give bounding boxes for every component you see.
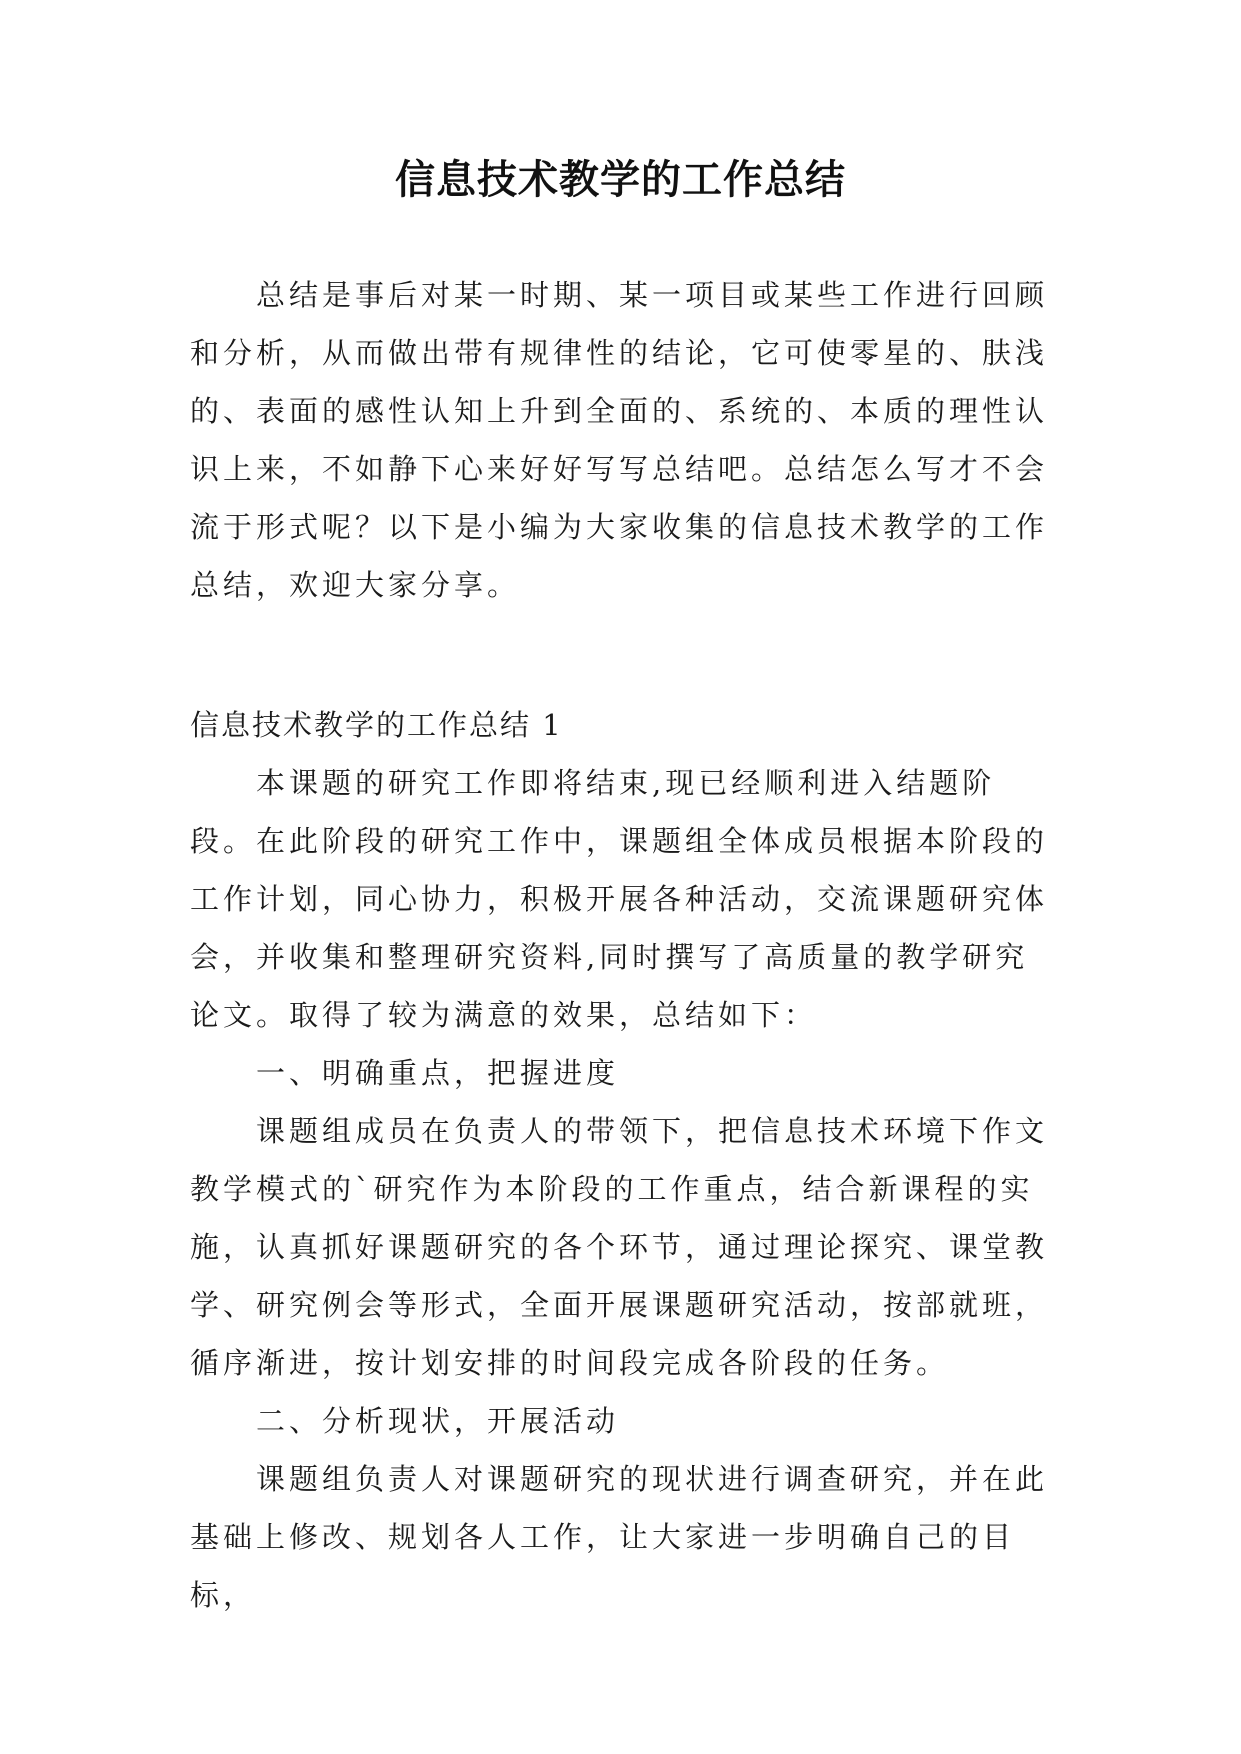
intro-paragraph: 总结是事后对某一时期、某一项目或某些工作进行回顾和分析，从而做出带有规律性的结论，它可使零星的、肤浅的、表面的感性认知上升到全面的、系统的、本质的理性认识上来，不如静下心来好好写写总结吧。总结怎么写才不会流于形式呢？以下是小编为大家收集的信息技术教学的工作总结，欢迎大家分享。	[190, 278, 1049, 602]
section-1-title: 信息技术教学的工作总结 1	[190, 708, 563, 742]
heading-point-2: 二、分析现状，开展活动	[256, 1404, 620, 1438]
body-paragraph: 本课题的研究工作即将结束,现已经顺利进入结题阶段。在此阶段的研究工作中，课题组全体成员根据本阶段的工作计划，同心协力，积极开展各种活动，交流课题研究体会，并收集和整理研究资料,同时撰写了高质量的教学研究论文。取得了较为满意的效果，总结如下：	[190, 766, 1049, 1032]
section-1-body	[190, 754, 1060, 1624]
heading-point-1: 一、明确重点，把握进度	[256, 1056, 620, 1090]
body-paragraph: 课题组成员在负责人的带领下，把信息技术环境下作文教学模式的`研究作为本阶段的工作重点，结合新课程的实施，认真抓好课题研究的各个环节，通过理论探究、课堂教学、研究例会等形式，全面开展课题研究活动，按部就班，循序渐进，按计划安排的时间段完成各阶段的任务。	[190, 1114, 1049, 1380]
document-title: 信息技术教学的工作总结	[395, 156, 846, 203]
body-paragraph: 课题组负责人对课题研究的现状进行调查研究，并在此基础上修改、规划各人工作，让大家进一步明确自己的目标，	[190, 1462, 1049, 1612]
